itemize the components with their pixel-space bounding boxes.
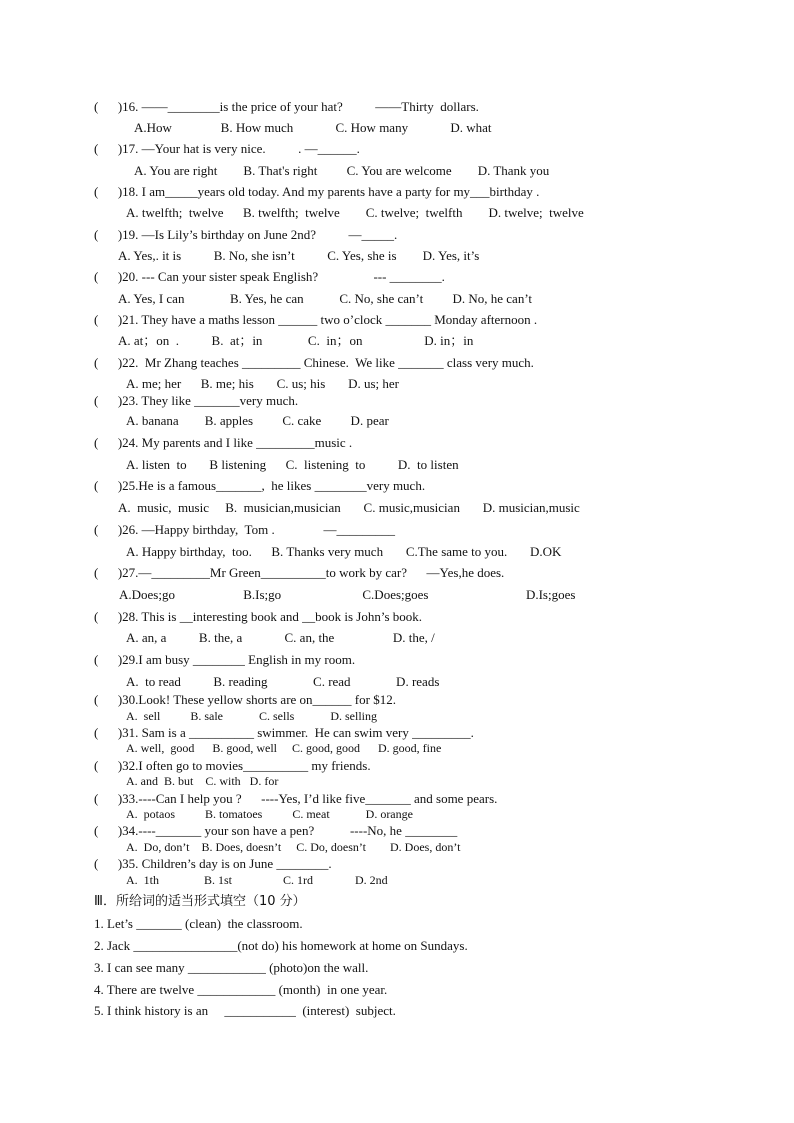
question-28-options: A. an, a B. the, a C. an, the D. the, / bbox=[126, 630, 435, 645]
question-34-options: A. Do, don’t B. Does, doesn’t C. Do, doesn’t D. Does, don’t bbox=[126, 840, 461, 854]
question-32-stem: ( )32.I often go to movies__________ my friends. bbox=[94, 758, 371, 773]
question-20-options: A. Yes, I can B. Yes, he can C. No, she can’t D. No, he can’t bbox=[118, 291, 533, 306]
question-23-stem: ( )23. They like _______very much. bbox=[94, 393, 299, 408]
question-19-stem: ( )19. —Is Lily’s birthday on June 2nd? —_____. bbox=[94, 227, 398, 242]
question-24-stem: ( )24. My parents and I like _________music . bbox=[94, 435, 353, 450]
question-35-stem: ( )35. Children’s day is on June ________. bbox=[94, 856, 332, 871]
question-26-options: A. Happy birthday, too. B. Thanks very much C.The same to you. D.OK bbox=[126, 544, 562, 559]
question-29-options: A. to read B. reading C. read D. reads bbox=[126, 674, 440, 689]
fill-item-1: 1. Let’s _______ (clean) the classroom. bbox=[94, 916, 303, 931]
fill-item-5: 5. I think history is an ___________ (interest) subject. bbox=[94, 1003, 396, 1018]
question-25-stem: ( )25.He is a famous_______, he likes ________very much. bbox=[94, 478, 426, 493]
question-28-stem: ( )28. This is __interesting book and __book is John’s book. bbox=[94, 609, 423, 624]
fill-item-3: 3. I can see many ____________ (photo)on the wall. bbox=[94, 960, 369, 975]
question-31-stem: ( )31. Sam is a __________ swimmer. He can swim very _________. bbox=[94, 725, 474, 740]
question-19-options: A. Yes,. it is B. No, she isn’t C. Yes, she is D. Yes, it’s bbox=[118, 248, 480, 263]
question-17-options: A. You are right B. That's right C. You are welcome D. Thank you bbox=[134, 163, 550, 178]
question-21-stem: ( )21. They have a maths lesson ______ two o’clock _______ Monday afternoon . bbox=[94, 312, 538, 327]
question-30-options: A. sell B. sale C. sells D. selling bbox=[126, 709, 377, 723]
fill-item-2: 2. Jack ________________(not do) his homework at home on Sundays. bbox=[94, 938, 468, 953]
question-27-options: A.Does;go B.Is;go C.Does;goes D.Is;goes bbox=[119, 587, 576, 602]
question-16-stem: ( )16. ——________is the price of your hat? ——Thirty dollars. bbox=[94, 99, 479, 114]
question-27-stem: ( )27.—_________Mr Green__________to work by car? —Yes,he does. bbox=[94, 565, 505, 580]
question-32-options: A. and B. but C. with D. for bbox=[126, 774, 279, 788]
question-22-stem: ( )22. Mr Zhang teaches _________ Chinese. We like _______ class very much. bbox=[94, 355, 534, 370]
question-24-options: A. listen to B listening C. listening to D. to listen bbox=[126, 457, 459, 472]
question-30-stem: ( )30.Look! These yellow shorts are on______ for $12. bbox=[94, 692, 396, 707]
question-31-options: A. well, good B. good, well C. good, good D. good, fine bbox=[126, 741, 442, 755]
question-18-stem: ( )18. I am_____years old today. And my parents have a party for my___birthday . bbox=[94, 184, 540, 199]
question-26-stem: ( )26. —Happy birthday, Tom . —_________ bbox=[94, 522, 395, 537]
question-25-options: A. music, music B. musician,musician C. music,musician D. musician,music bbox=[118, 500, 580, 515]
question-29-stem: ( )29.I am busy ________ English in my room. bbox=[94, 652, 356, 667]
question-20-stem: ( )20. --- Can your sister speak English? --- ________. bbox=[94, 269, 445, 284]
question-33-options: A. potaos B. tomatoes C. meat D. orange bbox=[126, 807, 413, 821]
question-18-options: A. twelfth; twelve B. twelfth; twelve C. twelve; twelfth D. twelve; twelve bbox=[126, 205, 584, 220]
question-33-stem: ( )33.----Can I help you ? ----Yes, I’d like five_______ and some pears. bbox=[94, 791, 498, 806]
fill-item-4: 4. There are twelve ____________ (month) in one year. bbox=[94, 982, 388, 997]
section-3-heading: Ⅲ．所给词的适当形式填空（10 分） bbox=[94, 894, 306, 909]
question-21-options: A. at；on . B. at；in C. in；on D. in；in bbox=[118, 333, 474, 348]
question-34-stem: ( )34.----_______ your son have a pen? ----No, he ________ bbox=[94, 823, 458, 838]
question-16-options: A.How B. How much C. How many D. what bbox=[134, 120, 492, 135]
question-23-options: A. banana B. apples C. cake D. pear bbox=[126, 413, 389, 428]
question-22-options: A. me; her B. me; his C. us; his D. us; her bbox=[126, 376, 399, 391]
question-17-stem: ( )17. —Your hat is very nice. . —______. bbox=[94, 141, 360, 156]
question-35-options: A. 1th B. 1st C. 1rd D. 2nd bbox=[126, 873, 388, 887]
